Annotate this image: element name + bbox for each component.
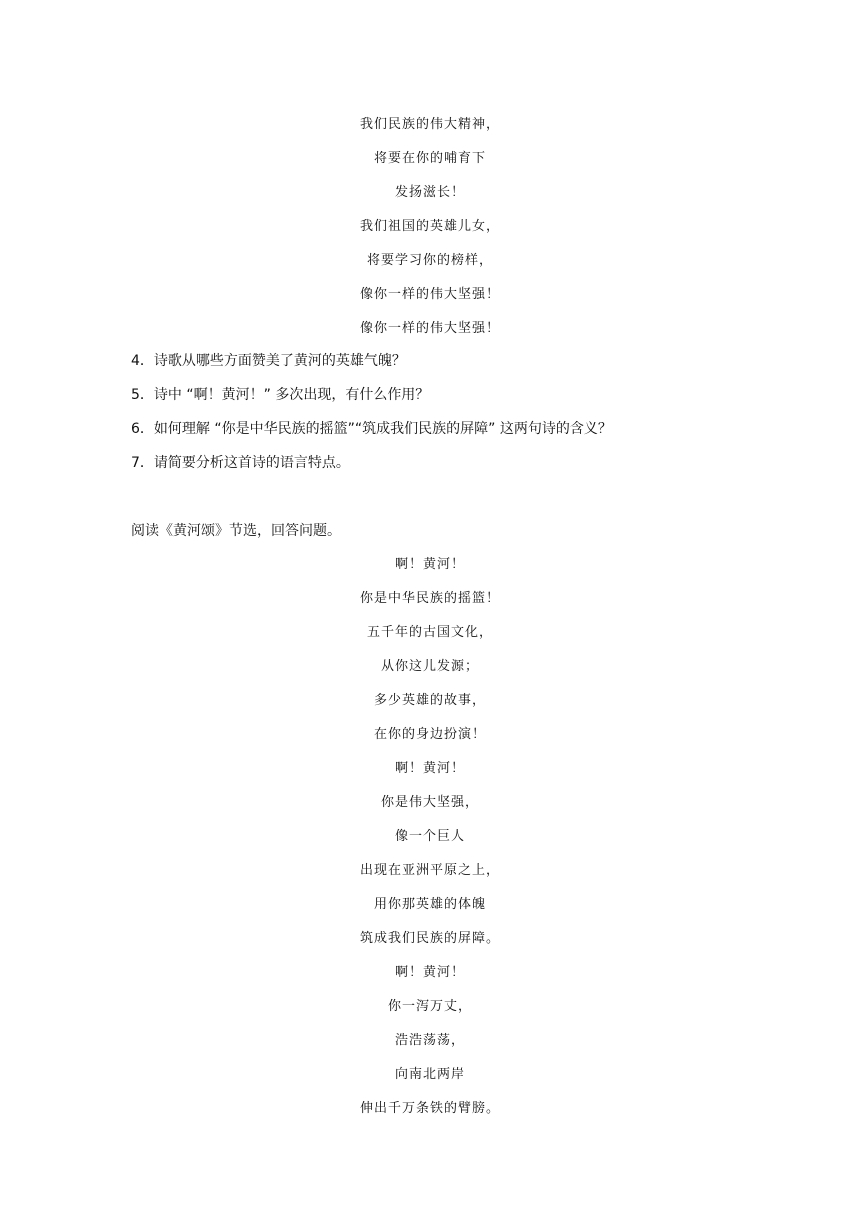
question-6: 6．如何理解 “你是中华民族的摇篮”“筑成我们民族的屏障” 这两句诗的含义？: [131, 421, 612, 437]
poem-line: 筑成我们民族的屏障。: [359, 931, 500, 946]
poem-line: 发扬滋长！: [394, 185, 465, 200]
poem-excerpt-huanghe-song: [0, 548, 860, 1126]
poem-line: 用你那英雄的体魄: [373, 897, 486, 912]
poem-line: 五千年的古国文化，: [366, 625, 493, 640]
poem-line: 你是伟大坚强，: [380, 795, 479, 810]
question-5: 5．诗中 “啊！黄河！” 多次出现，有什么作用？: [131, 387, 430, 403]
reading-instruction: 阅读《黄河颂》节选，回答问题。: [131, 523, 341, 539]
poem-line: 在你的身边扮演！: [373, 727, 486, 742]
poem-line: 像你一样的伟大坚强！: [359, 321, 500, 336]
poem-line: 你一泻万丈，: [387, 999, 472, 1014]
poem-line: 出现在亚洲平原之上，: [359, 863, 500, 878]
poem-line: 伸出千万条铁的臂膀。: [359, 1101, 500, 1116]
poem-line: 像一个巨人: [394, 829, 465, 844]
poem-line: 我们祖国的英雄儿女，: [359, 219, 500, 234]
poem-line: 浩浩荡荡，: [394, 1033, 465, 1048]
poem-line: 将要在你的哺育下: [373, 151, 486, 166]
poem-line: 我们民族的伟大精神，: [359, 117, 500, 132]
poem-line: 啊！黄河！: [394, 761, 465, 776]
poem-line: 将要学习你的榜样，: [366, 253, 493, 268]
poem-line: 啊！黄河！: [394, 557, 465, 572]
poem-line: 从你这儿发源；: [380, 659, 479, 674]
poem-line: 向南北两岸: [394, 1067, 465, 1082]
question-7: 7．请简要分析这首诗的语言特点。: [131, 455, 350, 471]
poem-excerpt-continuation: [0, 108, 860, 346]
poem-line: 多少英雄的故事，: [373, 693, 486, 708]
poem-line: 像你一样的伟大坚强！: [359, 287, 500, 302]
poem-line: 啊！黄河！: [394, 965, 465, 980]
question-list: [131, 344, 751, 480]
poem-line: 你是中华民族的摇篮！: [359, 591, 500, 606]
question-4: 4．诗歌从哪些方面赞美了黄河的英雄气魄？: [131, 353, 406, 369]
